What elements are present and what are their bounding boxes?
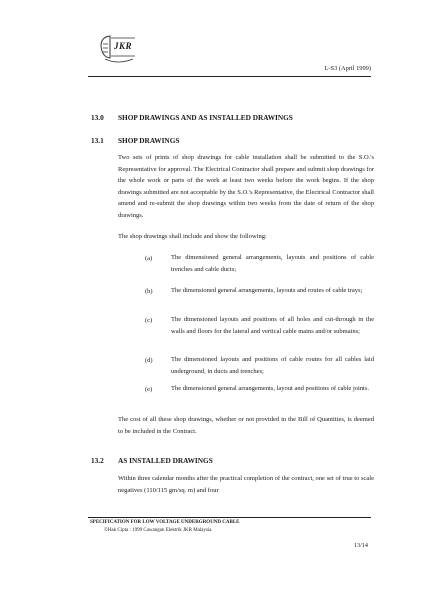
list-item-text: The dimensioned layouts and positions of all holes and cut-through in the walls and floors for the lateral and vertical cable mains and/or submains;: [171, 316, 374, 335]
subsection-number: 13.1: [91, 136, 104, 145]
paragraph: The cost of all these shop drawings, whether or not provided in the Bill of Quantities, is deemed to be included in the Contract.: [118, 416, 374, 435]
list-item-text: The dimensioned general arrangements, layout and positions of cable joints.: [171, 385, 370, 392]
subsection-title: SHOP DRAWINGS: [118, 136, 180, 145]
document-reference: L-S3 (April 1999): [324, 65, 371, 72]
list-item-label: (e): [145, 386, 153, 393]
list-item-label: (b): [145, 288, 153, 295]
list-item-label: (c): [145, 317, 153, 324]
subsection-number: 13.2: [91, 456, 104, 465]
jkr-logo: [98, 32, 138, 66]
paragraph: Within three calendar months after the practical completion of the contract, one set of true to scale negatives (110/115 gm/sq. m) and four: [118, 475, 374, 494]
header-rule: [88, 76, 371, 77]
paragraph: The shop drawings shall include and show the following:: [118, 233, 267, 240]
list-item-text: The dimensioned layouts and positions of cable routes for all cables laid underground, in ducts and trenches;: [171, 356, 374, 375]
list-item-label: (a): [145, 255, 153, 262]
section-title: SHOP DRAWINGS AND AS INSTALLED DRAWINGS: [118, 113, 293, 122]
section-number: 13.0: [91, 113, 104, 122]
list-item-text: The dimensioned general arrangements, layouts and positions of cable trenches and cable ducts;: [171, 254, 374, 273]
footer-copyright: ©Hak Cipta : 1999 Cawangan Elektrik JKR Malaysia: [104, 528, 212, 533]
logo-text: JKR: [114, 41, 133, 51]
footer-spec-title: SPECIFICATION FOR LOW VOLTAGE UNDERGROUND CABLE: [90, 520, 240, 525]
paragraph: Two sets of prints of shop drawings for cable installation shall be submitted to the S.O.'s Representative for approval. The Electrical Contractor shall prepare and submit shop drawings for the whole work or parts of the work at least two weeks before the work begins. If the shop drawings submitted are not acceptable by the S.O.'s Representative, the Electrical Contractor shall amend and re-submit the shop drawings within two weeks from the date of return of the shop drawings.: [118, 154, 374, 219]
list-item-text: The dimensioned general arrangements, layouts and routes of cable trays;: [171, 287, 363, 294]
page-number: 13/14: [353, 542, 368, 549]
footer-rule: [88, 517, 371, 518]
list-item-label: (d): [145, 357, 153, 364]
subsection-title: AS INSTALLED DRAWINGS: [118, 456, 213, 465]
